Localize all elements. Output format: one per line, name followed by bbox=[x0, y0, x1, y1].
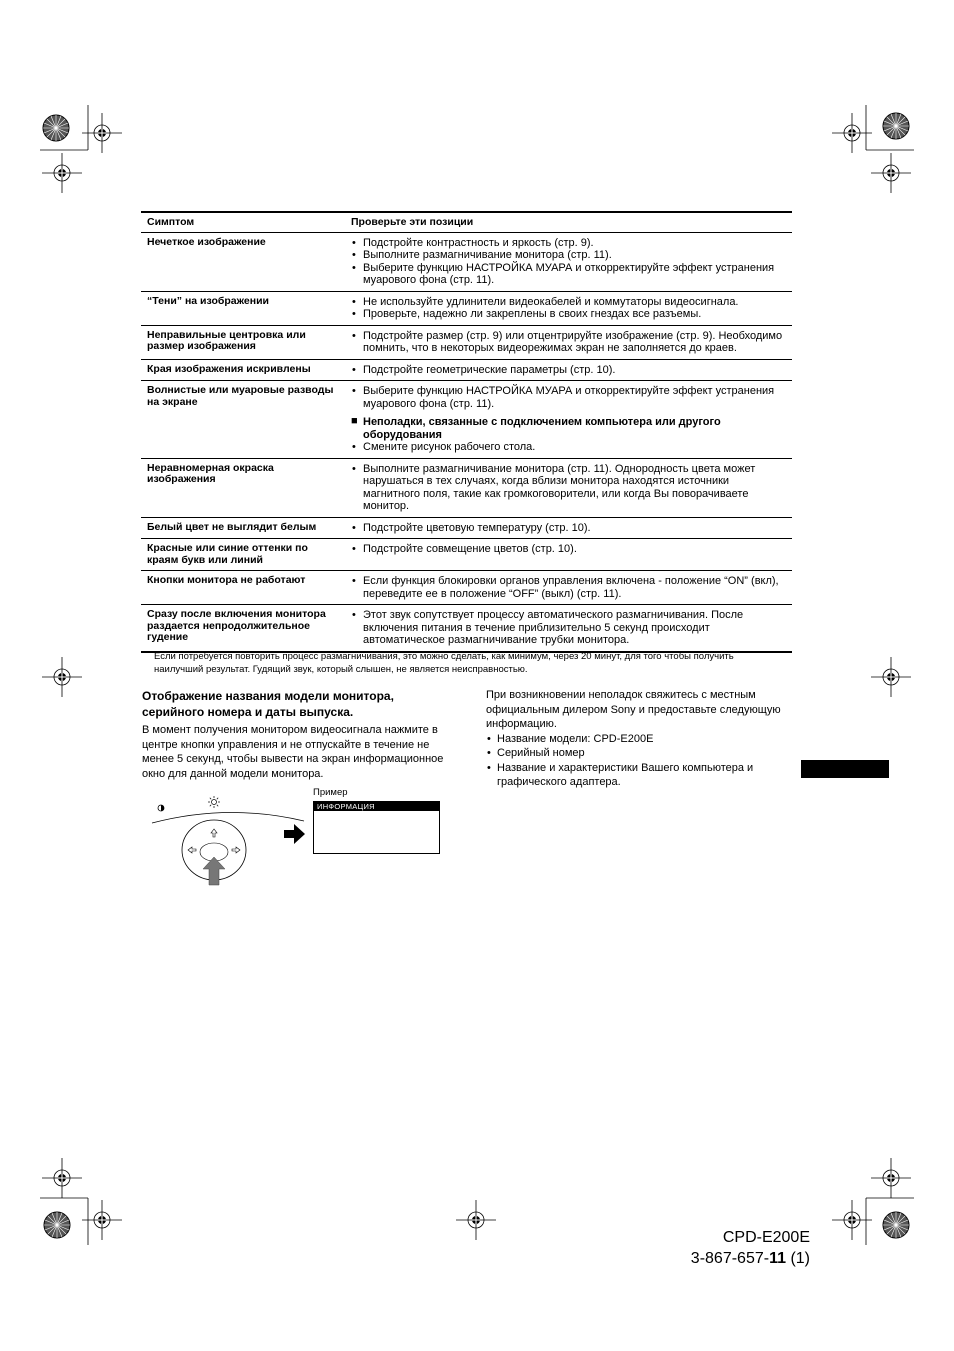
check-item: • Подстройте контрастность и яркость (стр. 9). bbox=[351, 237, 786, 250]
check-cell bbox=[345, 517, 792, 539]
connection-problems-subheading: ■ Неполадки, связанные с подключением компьютера или другого оборудования bbox=[351, 416, 786, 441]
table-row bbox=[141, 458, 792, 517]
contact-block bbox=[486, 688, 792, 790]
check-item: • Проверьте, надежно ли закреплены в своих гнездах все разъемы. bbox=[351, 308, 786, 321]
symptom-cell: Нечеткое изображение bbox=[141, 232, 345, 291]
model-code bbox=[691, 1227, 810, 1269]
list-item: • Название модели: CPD-E200E bbox=[486, 732, 792, 747]
table-header-row bbox=[141, 212, 792, 232]
check-cell bbox=[345, 381, 792, 459]
check-cell bbox=[345, 605, 792, 652]
table-row bbox=[141, 359, 792, 381]
table-row bbox=[141, 325, 792, 359]
table-row bbox=[141, 517, 792, 539]
column-header-check: Проверьте эти позиции bbox=[345, 212, 792, 232]
symptom-cell: Неравномерная окраска изображения bbox=[141, 458, 345, 517]
table-row bbox=[141, 381, 792, 459]
check-item: • Если функция блокировки органов управления включена - положение “ON” (вкл), переведите ее в положение “OFF” (выкл) (стр. 11). bbox=[351, 575, 786, 600]
check-item: • Подстройте совмещение цветов (стр. 10). bbox=[351, 543, 786, 556]
table-row bbox=[141, 571, 792, 605]
check-item: • Не используйте удлинители видеокабелей и коммутаторы видеосигнала. bbox=[351, 296, 786, 309]
troubleshooting-table bbox=[141, 211, 792, 653]
symptom-cell: Сразу после включения монитора раздается непродолжительное гудение bbox=[141, 605, 345, 652]
check-item: • Подстройте геометрические параметры (стр. 10). bbox=[351, 364, 786, 377]
example-label: Пример bbox=[313, 787, 348, 798]
table-row bbox=[141, 291, 792, 325]
column-header-symptom: Симптом bbox=[141, 212, 345, 232]
symptom-cell: Белый цвет не выглядит белым bbox=[141, 517, 345, 539]
check-cell bbox=[345, 571, 792, 605]
symptom-cell: Края изображения искривлены bbox=[141, 359, 345, 381]
model-name: CPD-E200E bbox=[722, 1229, 810, 1246]
symptom-cell: Красные или синие оттенки по краям букв или линий bbox=[141, 539, 345, 571]
language-tab-marker bbox=[801, 760, 889, 778]
contrast-icon bbox=[158, 805, 164, 811]
arrow-right-icon bbox=[284, 824, 306, 844]
table-row bbox=[141, 539, 792, 571]
degauss-footnote: Если потребуется повторить процесс размагничивания, это можно сделать, как минимум, через 20 минут, для того чтобы получить наилучший результат. Гудящий звук, который слышен, не является неисправностью. bbox=[154, 651, 734, 675]
check-cell bbox=[345, 458, 792, 517]
contact-intro: При возникновении неполадок свяжитесь с местным официальным дилером Sony и предоставьте следующую информацию. bbox=[486, 689, 781, 730]
check-item: • Выполните размагничивание монитора (стр. 11). bbox=[351, 249, 786, 262]
list-item: • Серийный номер bbox=[486, 746, 792, 761]
check-item: • Выберите функцию НАСТРОЙКА МУАРА и откорректируйте эффект устранения муарового фона (стр. 11). bbox=[351, 262, 786, 287]
symptom-cell: “Тени” на изображении bbox=[141, 291, 345, 325]
check-cell bbox=[345, 232, 792, 291]
check-cell bbox=[345, 359, 792, 381]
contact-list bbox=[486, 732, 792, 790]
check-cell bbox=[345, 325, 792, 359]
table-row bbox=[141, 232, 792, 291]
brightness-icon bbox=[208, 796, 220, 808]
section-body: В момент получения монитором видеосигнала нажмите в центре кнопки управления и не отпускайте в течение не менее 5 секунд, чтобы вывести на экран информационное окно для данной модели монитора. bbox=[142, 724, 444, 780]
check-item: • Смените рисунок рабочего стола. bbox=[351, 441, 786, 454]
symptom-cell: Кнопки монитора не работают bbox=[141, 571, 345, 605]
check-item: • Выберите функцию НАСТРОЙКА МУАРА и откорректируйте эффект устранения муарового фона (стр. 11). bbox=[351, 385, 786, 410]
check-item: • Подстройте размер (стр. 9) или отцентрируйте изображение (стр. 9). Необходимо помнить, что в некоторых видеорежимах экран не заполняется до краев. bbox=[351, 330, 786, 355]
check-cell bbox=[345, 291, 792, 325]
part-number: 3-867-657-11 (1) bbox=[690, 1250, 810, 1267]
symptom-cell: Неправильные центровка или размер изображения bbox=[141, 325, 345, 359]
check-cell bbox=[345, 539, 792, 571]
check-item: • Подстройте цветовую температуру (стр. 10). bbox=[351, 522, 786, 535]
table-row bbox=[141, 605, 792, 652]
info-window-title: ИНФОРМАЦИЯ bbox=[314, 802, 439, 811]
section-title: Отображение названия модели монитора, серийного номера и даты выпуска. bbox=[142, 689, 394, 719]
check-item: • Этот звук сопутствует процессу автоматического размагничивания. После включения питания в течение приблизительно 5 секунд происходит автоматическое размагничивание трубки монитора. bbox=[351, 609, 786, 647]
symptom-cell: Волнистые или муаровые разводы на экране bbox=[141, 381, 345, 459]
list-item: • Название и характеристики Вашего компьютера и графического адаптера. bbox=[486, 761, 792, 790]
check-item: • Выполните размагничивание монитора (стр. 11). Однородность цвета может нарушаться в тех случаях, когда вблизи монитора находятся источники магнитного поля, такие как громкоговорители, или когда Вы поворачиваете монитор. bbox=[351, 463, 786, 513]
info-window bbox=[313, 801, 440, 854]
